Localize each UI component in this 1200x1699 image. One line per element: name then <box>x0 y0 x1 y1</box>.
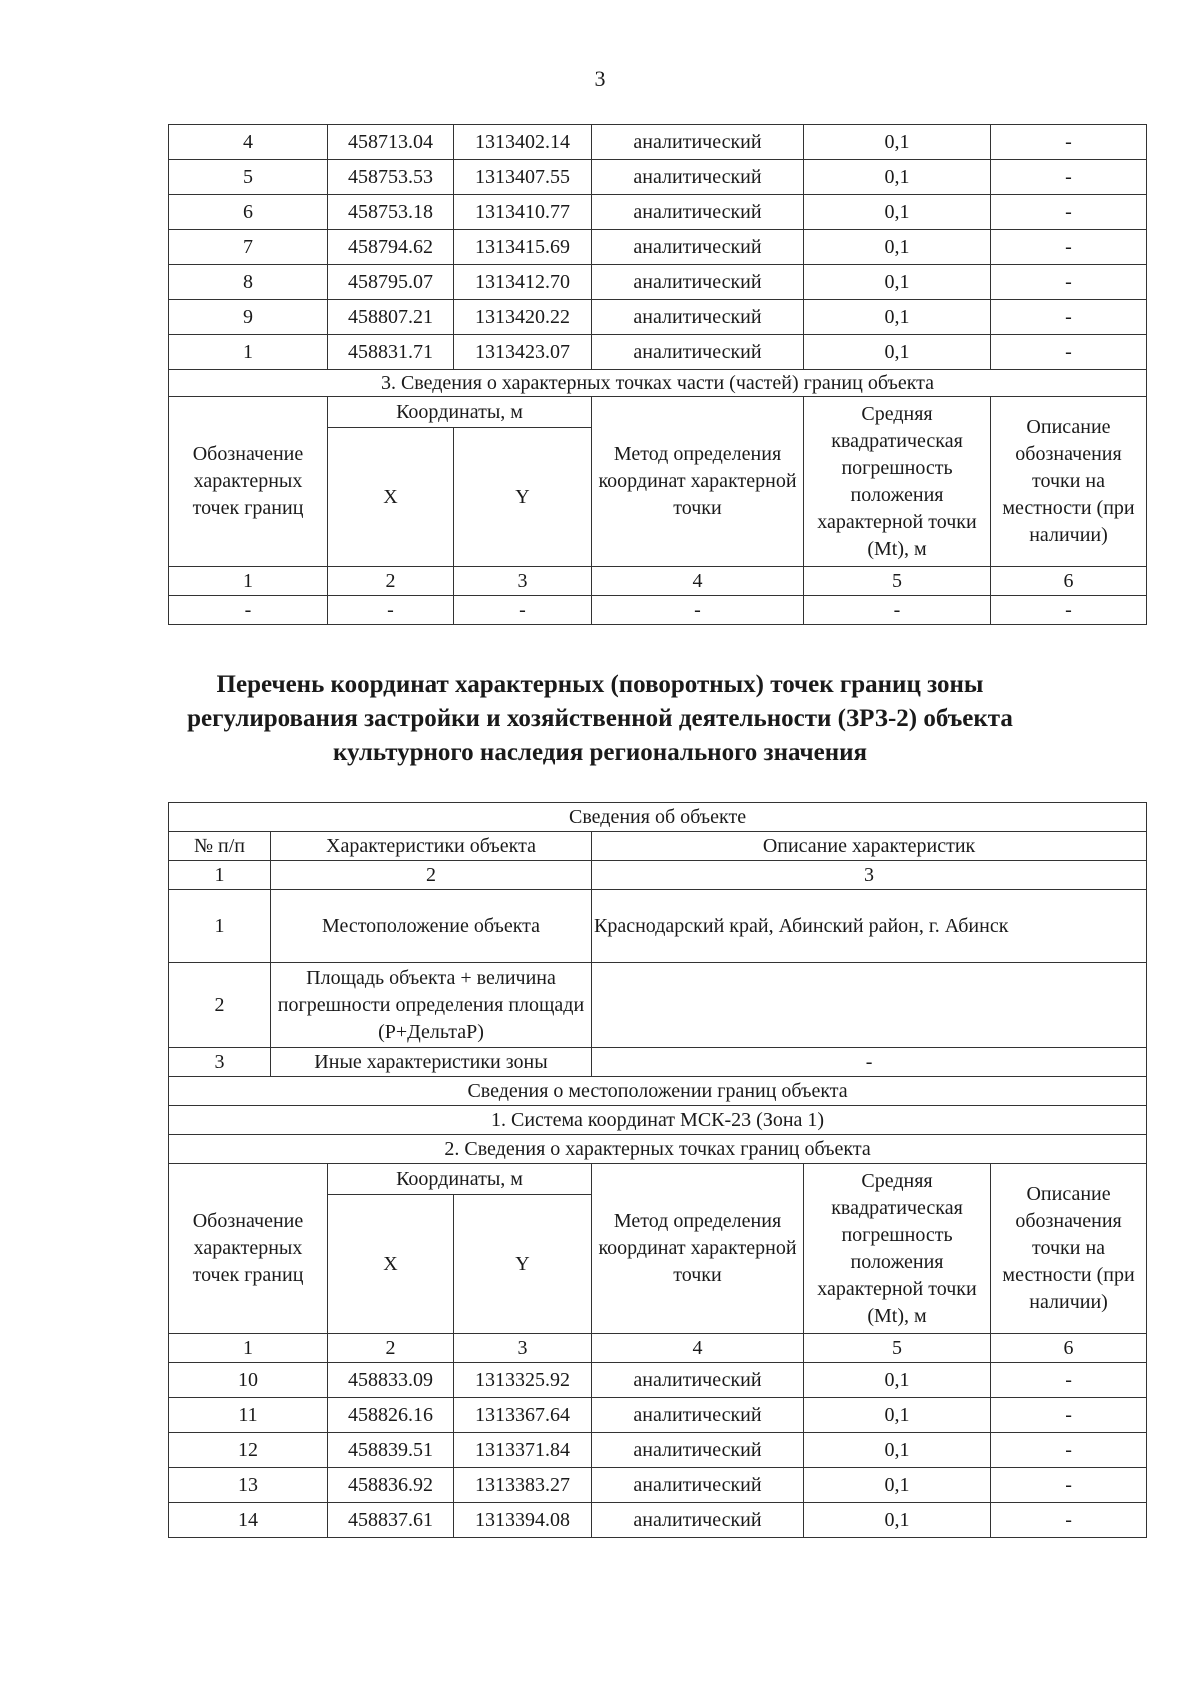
column-number: 4 <box>592 567 804 596</box>
info-row <box>169 890 1147 963</box>
point-number: 4 <box>169 125 328 160</box>
info-num: 2 <box>169 963 271 1048</box>
column-number: 3 <box>454 567 592 596</box>
column-number: 3 <box>592 861 1147 890</box>
description-value: - <box>991 1503 1147 1538</box>
x-value: 458831.71 <box>328 335 454 370</box>
point-number: 7 <box>169 230 328 265</box>
x-value: 458836.92 <box>328 1468 454 1503</box>
heading-line-3: культурного наследия регионального значения <box>332 739 868 766</box>
column-number: 5 <box>804 1334 991 1363</box>
info-num: 3 <box>169 1048 271 1077</box>
location-title-row <box>169 1077 1147 1106</box>
point-number: 6 <box>169 195 328 230</box>
x-header: X <box>328 428 454 567</box>
document-heading <box>140 668 1060 770</box>
error-value: 0,1 <box>804 265 991 300</box>
error-value: 0,1 <box>804 1398 991 1433</box>
method-header: Метод определения координат характерной точки <box>592 1164 804 1334</box>
method-value: аналитический <box>592 300 804 335</box>
method-value: аналитический <box>592 1503 804 1538</box>
section2-title: 2. Сведения о характерных точках границ объекта <box>169 1135 1147 1164</box>
y-value: 1313383.27 <box>454 1468 592 1503</box>
column-number: 3 <box>454 1334 592 1363</box>
description-value: - <box>991 335 1147 370</box>
empty-cell: - <box>804 596 991 625</box>
error-value: 0,1 <box>804 1468 991 1503</box>
column-number: 4 <box>592 1334 804 1363</box>
y-value: 1313423.07 <box>454 335 592 370</box>
y-value: 1313325.92 <box>454 1363 592 1398</box>
point-number: 14 <box>169 1503 328 1538</box>
description-value: - <box>991 265 1147 300</box>
column-number: 1 <box>169 567 328 596</box>
info-name: Иные характеристики зоны <box>271 1048 592 1077</box>
point-number: 12 <box>169 1433 328 1468</box>
column-numbers-row <box>169 1334 1147 1363</box>
error-value: 0,1 <box>804 230 991 265</box>
point-number: 5 <box>169 160 328 195</box>
coord-system: 1. Система координат МСК-23 (Зона 1) <box>169 1106 1147 1135</box>
y-value: 1313402.14 <box>454 125 592 160</box>
characteristics-header: Характеристики объекта <box>271 832 592 861</box>
header-row <box>169 1164 1147 1195</box>
zone-coordinates-table <box>168 802 1147 1538</box>
x-value: 458794.62 <box>328 230 454 265</box>
method-value: аналитический <box>592 1398 804 1433</box>
x-header: X <box>328 1195 454 1334</box>
error-header: Средняя квадратическая погрешность положения характерной точки (Mt), м <box>804 397 991 567</box>
x-value: 458833.09 <box>328 1363 454 1398</box>
header-row <box>169 397 1147 428</box>
object-info-title: Сведения об объекте <box>169 803 1147 832</box>
x-value: 458795.07 <box>328 265 454 300</box>
designation-header: Обозначение характерных точек границ <box>169 1164 328 1334</box>
info-value <box>592 963 1147 1048</box>
method-value: аналитический <box>592 1433 804 1468</box>
column-number: 1 <box>169 1334 328 1363</box>
error-value: 0,1 <box>804 335 991 370</box>
info-row <box>169 1048 1147 1077</box>
x-value: 458837.61 <box>328 1503 454 1538</box>
y-value: 1313412.70 <box>454 265 592 300</box>
description-value: - <box>991 125 1147 160</box>
error-value: 0,1 <box>804 1503 991 1538</box>
description-header: Описание обозначения точки на местности (при наличии) <box>991 397 1147 567</box>
x-value: 458753.18 <box>328 195 454 230</box>
x-value: 458807.21 <box>328 300 454 335</box>
table-row <box>169 160 1147 195</box>
column-number: 5 <box>804 567 991 596</box>
column-number: 6 <box>991 567 1147 596</box>
location-title: Сведения о местоположении границ объекта <box>169 1077 1147 1106</box>
top-coordinates-table <box>168 124 1147 625</box>
heading-line-2: регулирования застройки и хозяйственной деятельности (ЗРЗ-2) объекта <box>187 705 1013 732</box>
point-number: 8 <box>169 265 328 300</box>
empty-row <box>169 596 1147 625</box>
coord-system-row <box>169 1106 1147 1135</box>
coordinates-header: Координаты, м <box>328 1164 592 1195</box>
point-number: 11 <box>169 1398 328 1433</box>
num-header: № п/п <box>169 832 271 861</box>
table-row <box>169 1503 1147 1538</box>
table-row <box>169 195 1147 230</box>
column-number: 2 <box>271 861 592 890</box>
description-value: - <box>991 1363 1147 1398</box>
y-value: 1313394.08 <box>454 1503 592 1538</box>
description-value: - <box>991 1468 1147 1503</box>
method-header: Метод определения координат характерной точки <box>592 397 804 567</box>
point-number: 9 <box>169 300 328 335</box>
error-value: 0,1 <box>804 300 991 335</box>
info-col-numbers-row <box>169 861 1147 890</box>
error-value: 0,1 <box>804 160 991 195</box>
method-value: аналитический <box>592 230 804 265</box>
info-description-header: Описание характеристик <box>592 832 1147 861</box>
heading-line-1: Перечень координат характерных (поворотных) точек границ зоны <box>216 671 984 698</box>
point-number: 1 <box>169 335 328 370</box>
table-row <box>169 125 1147 160</box>
y-value: 1313367.64 <box>454 1398 592 1433</box>
error-value: 0,1 <box>804 1363 991 1398</box>
table-row <box>169 265 1147 300</box>
description-value: - <box>991 300 1147 335</box>
description-header: Описание обозначения точки на местности (при наличии) <box>991 1164 1147 1334</box>
column-number: 2 <box>328 1334 454 1363</box>
x-value: 458826.16 <box>328 1398 454 1433</box>
description-value: - <box>991 160 1147 195</box>
table-row <box>169 1433 1147 1468</box>
empty-cell: - <box>592 596 804 625</box>
description-value: - <box>991 195 1147 230</box>
description-value: - <box>991 230 1147 265</box>
description-value: - <box>991 1398 1147 1433</box>
error-value: 0,1 <box>804 195 991 230</box>
info-num: 1 <box>169 890 271 963</box>
column-number: 6 <box>991 1334 1147 1363</box>
info-header-row <box>169 832 1147 861</box>
x-value: 458713.04 <box>328 125 454 160</box>
coordinates-header: Координаты, м <box>328 397 592 428</box>
section3-title: 3. Сведения о характерных точках части (частей) границ объекта <box>169 370 1147 397</box>
method-value: аналитический <box>592 1468 804 1503</box>
column-number: 2 <box>328 567 454 596</box>
description-value: - <box>991 1433 1147 1468</box>
method-value: аналитический <box>592 195 804 230</box>
error-value: 0,1 <box>804 125 991 160</box>
section-title-row <box>169 370 1147 397</box>
column-numbers-row <box>169 567 1147 596</box>
error-header: Средняя квадратическая погрешность положения характерной точки (Mt), м <box>804 1164 991 1334</box>
error-value: 0,1 <box>804 1433 991 1468</box>
x-value: 458753.53 <box>328 160 454 195</box>
table-row <box>169 335 1147 370</box>
info-row <box>169 963 1147 1048</box>
method-value: аналитический <box>592 335 804 370</box>
point-number: 13 <box>169 1468 328 1503</box>
y-value: 1313410.77 <box>454 195 592 230</box>
designation-header: Обозначение характерных точек границ <box>169 397 328 567</box>
x-value: 458839.51 <box>328 1433 454 1468</box>
info-value: Краснодарский край, Абинский район, г. Абинск <box>592 890 1147 963</box>
empty-cell: - <box>328 596 454 625</box>
method-value: аналитический <box>592 160 804 195</box>
table-row <box>169 1468 1147 1503</box>
info-name: Местоположение объекта <box>271 890 592 963</box>
empty-cell: - <box>454 596 592 625</box>
y-header: Y <box>454 1195 592 1334</box>
table-row <box>169 1398 1147 1433</box>
y-value: 1313415.69 <box>454 230 592 265</box>
object-info-title-row <box>169 803 1147 832</box>
section2-title-row <box>169 1135 1147 1164</box>
empty-cell: - <box>169 596 328 625</box>
method-value: аналитический <box>592 125 804 160</box>
y-value: 1313420.22 <box>454 300 592 335</box>
y-value: 1313407.55 <box>454 160 592 195</box>
y-value: 1313371.84 <box>454 1433 592 1468</box>
table-row <box>169 230 1147 265</box>
column-number: 1 <box>169 861 271 890</box>
page-number: 3 <box>594 66 606 91</box>
y-header: Y <box>454 428 592 567</box>
info-value: - <box>592 1048 1147 1077</box>
empty-cell: - <box>991 596 1147 625</box>
table-row <box>169 300 1147 335</box>
point-number: 10 <box>169 1363 328 1398</box>
method-value: аналитический <box>592 265 804 300</box>
method-value: аналитический <box>592 1363 804 1398</box>
info-name: Площадь объекта + величина погрешности определения площади (Р+ДельтаР) <box>271 963 592 1048</box>
table-row <box>169 1363 1147 1398</box>
